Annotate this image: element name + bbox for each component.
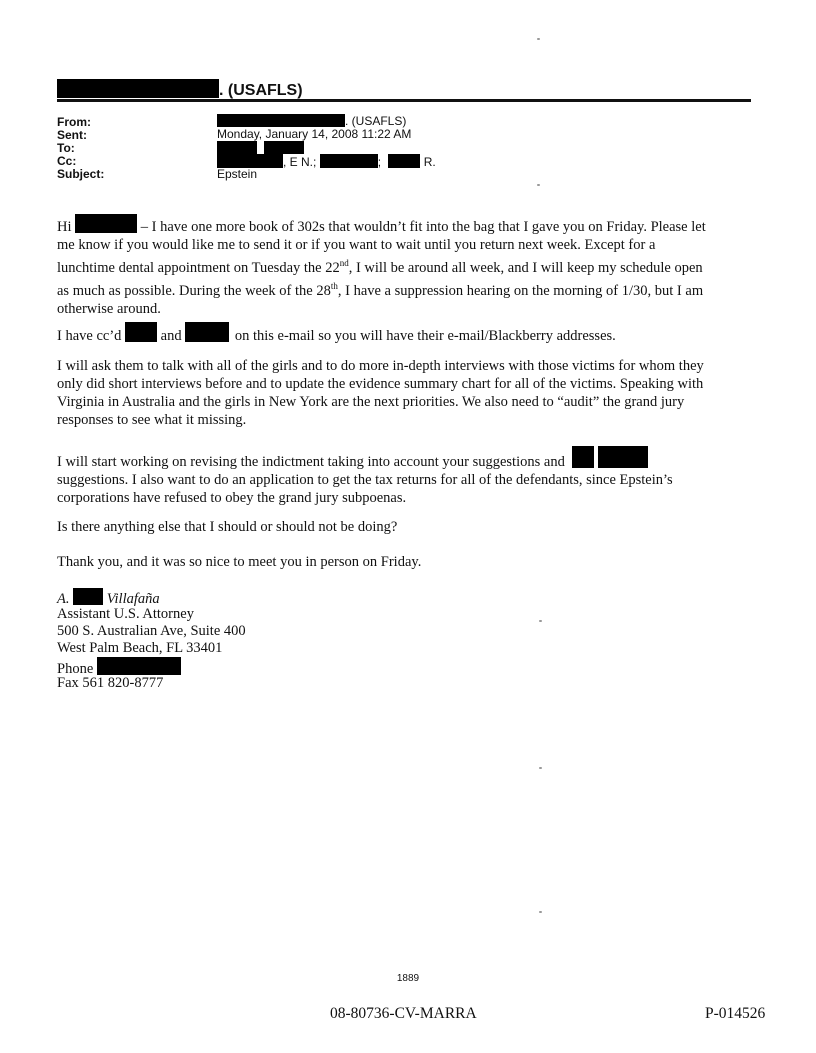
scan-speck [539, 767, 542, 769]
redaction-block [75, 214, 137, 233]
paragraph-5: Is there anything else that I should or should not be doing? [57, 519, 398, 535]
redaction-block [572, 446, 594, 468]
redaction-block [320, 154, 378, 168]
sent-label: Sent: [57, 128, 87, 142]
bates-number: P-014526 [705, 1005, 766, 1022]
signature-address1: 500 S. Australian Ave, Suite 400 [57, 623, 246, 639]
scan-speck [539, 620, 542, 622]
redaction-block [388, 154, 420, 168]
email-title [57, 79, 751, 99]
redaction-block [264, 141, 304, 154]
case-number: 08-80736-CV-MARRA [330, 1005, 477, 1022]
paragraph-1: Hi – I have one more book of 302s that wouldn’t fit into the bag that I gave you on Friday. Please let me know if you would like me to send it or if you want to wait until you return next week. Except for a lunchtime dental appointment on Tuesday the 22nd, I will be around all week, and I will keep my schedule open as much as possible. During the week of the 28th, I have a suppression hearing on the morning of 1/30, but I am otherwise around. [57, 214, 757, 318]
redaction-block [57, 79, 219, 98]
scan-speck [539, 911, 542, 913]
redaction-block [598, 446, 648, 468]
signature-phone: Phone [57, 657, 181, 678]
signature-name: A. Villafaña [57, 588, 160, 608]
signature-address2: West Palm Beach, FL 33401 [57, 640, 223, 656]
redaction-block [217, 154, 283, 168]
signature-title: Assistant U.S. Attorney [57, 606, 194, 622]
scan-speck [537, 184, 540, 186]
redaction-block [97, 657, 181, 675]
scan-speck [537, 38, 540, 40]
from-label: From: [57, 115, 91, 129]
signature-fax: Fax 561 820-8777 [57, 675, 164, 691]
sent-value: Monday, January 14, 2008 11:22 AM [217, 127, 412, 141]
paragraph-2: I have cc’d and on this e-mail so you will have their e-mail/Blackberry addresses. [57, 322, 757, 345]
cc-label: Cc: [57, 154, 77, 168]
redaction-block [217, 141, 257, 154]
to-label: To: [57, 141, 75, 155]
cc-value: , E N.; ; R. [217, 154, 436, 169]
subject-value: Epstein [217, 167, 258, 181]
title-rule [57, 99, 751, 102]
page-number: 1889 [396, 973, 420, 984]
paragraph-4: I will start working on revising the indictment taking into account your suggestions and suggestions. I also want to do an application to get the tax returns for all of the defendants, since Epstein’s corporations have refused to obey the grand jury subpoenas. [57, 446, 757, 507]
redaction-block [217, 114, 345, 127]
redaction-block [125, 322, 157, 342]
from-value: . (USAFLS) [217, 114, 406, 128]
paragraph-3: I will ask them to talk with all of the girls and to do more in-depth interviews with those victims for whom they only did short interviews before and to update the evidence summary chart for all of the victims. Speaking with Virginia in Australia and the girls in New York are the next priorities. We also need to “audit” the grand jury responses to see what it missing. [57, 358, 704, 428]
title-suffix: . (USAFLS) [219, 82, 303, 99]
paragraph-6: Thank you, and it was so nice to meet you in person on Friday. [57, 554, 422, 570]
redaction-block [73, 588, 103, 605]
subject-label: Subject: [57, 167, 105, 181]
redaction-block [185, 322, 229, 342]
to-value [217, 141, 304, 155]
